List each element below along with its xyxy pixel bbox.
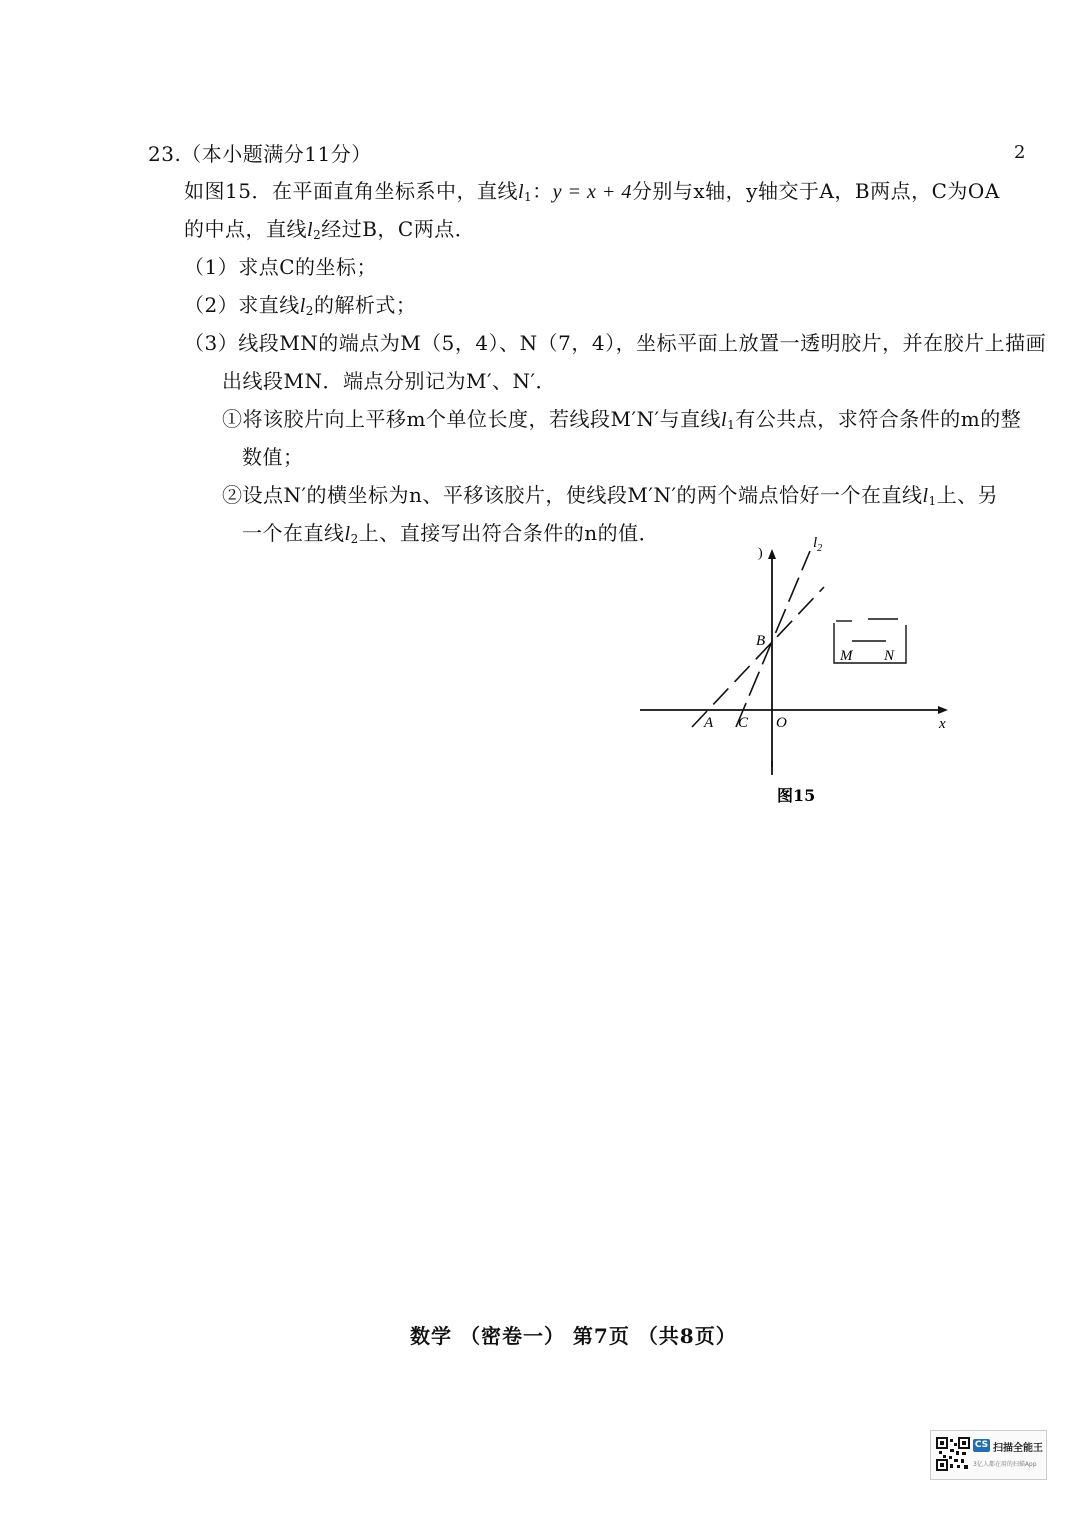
question-3-line-1: （3）线段MN的端点为M（5，4）、N（7，4），坐标平面上放置一透明胶片，并在胶片上描画 bbox=[184, 331, 1047, 355]
point-n-label: N bbox=[884, 648, 895, 664]
intro-line-1: 如图15．在平面直角坐标系中，直线$l_1$：y = x + 4分别与x轴，y轴交于A，B两点，C为OA bbox=[184, 179, 1000, 204]
line-l1 bbox=[692, 587, 824, 727]
scanner-watermark bbox=[930, 1430, 1047, 1480]
point-c-label: C bbox=[738, 715, 749, 731]
qr-code-icon bbox=[936, 1437, 970, 1471]
page-footer: 数学 （密卷一） 第7页 （共8页） bbox=[410, 1324, 737, 1348]
camscanner-logo: CS bbox=[974, 1440, 989, 1450]
question-1: （1）求点C的坐标； bbox=[184, 255, 378, 279]
y-axis-label: ) bbox=[758, 546, 763, 561]
intro-line-2: 的中点，直线$l_2$经过B，C两点． bbox=[184, 217, 476, 242]
question-3b-line-2: 一个在直线$l_2$上、直接写出符合条件的n的值． bbox=[242, 521, 660, 546]
page-corner-number: 2 bbox=[1014, 142, 1026, 163]
x-axis-arrow bbox=[938, 706, 948, 714]
question-3-line-2: 出线段MN．端点分别记为M′、N′． bbox=[222, 369, 557, 393]
point-b-label: B bbox=[756, 633, 766, 649]
app-tagline: 3亿人都在用的扫描App bbox=[973, 1461, 1037, 1468]
figure-caption: 图15 bbox=[777, 786, 816, 805]
origin-label: O bbox=[776, 715, 787, 731]
x-axis-label: x bbox=[939, 716, 946, 732]
l2-label: $l_2$ bbox=[813, 535, 823, 554]
problem-header: 23.（本小题满分11分） bbox=[148, 142, 372, 166]
question-3b-line-1: ②设点N′的横坐标为n、平移该胶片，使线段M′N′的两个端点恰好一个在直线$l_1$上、另 bbox=[222, 483, 999, 508]
line-l2 bbox=[736, 551, 810, 727]
app-name: 扫描全能王 bbox=[993, 1443, 1043, 1454]
figure-15 bbox=[630, 535, 960, 820]
question-3a-line-2: 数值； bbox=[242, 445, 304, 469]
question-2: （2）求直线$l_2$的解析式； bbox=[184, 293, 417, 318]
question-3a-line-1: ①将该胶片向上平移m个单位长度，若线段M′N′与直线$l_1$有公共点，求符合条件的m的整 bbox=[222, 407, 1022, 432]
y-axis-arrow bbox=[768, 549, 776, 559]
equation: y = x + 4 bbox=[552, 181, 632, 203]
point-a-label: A bbox=[704, 715, 714, 731]
point-m-label: M bbox=[840, 648, 853, 664]
